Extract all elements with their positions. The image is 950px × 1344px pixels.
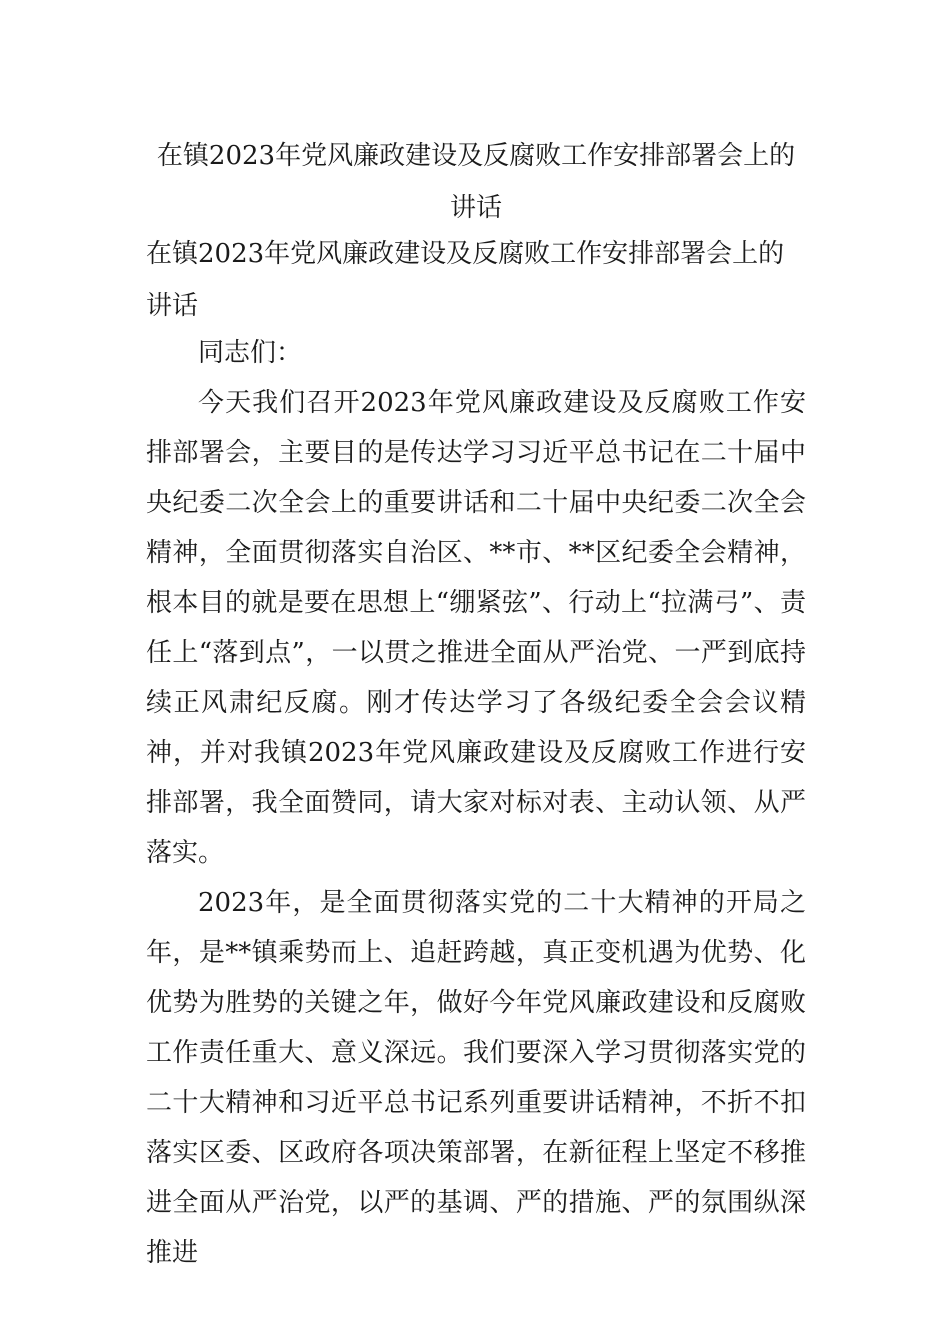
paragraph-1: 今天我们召开2023年党风廉政建设及反腐败工作安排部署会，主要目的是传达学习习近平总书记在二十届中央纪委二次全会上的重要讲话和二十届中央纪委二次全会精神，全面贯彻落实自治区、**市、**区纪委全会精神，根本目的就是要在思想上“绷紧弦”、行动上“拉满弓”、责任上“落到点”，一以贯之推进全面从严治党、一严到底持续正风肃纪反腐。刚才传达学习了各级纪委全会会议精神，并对我镇2023年党风廉政建设及反腐败工作进行安排部署，我全面赞同，请大家对标对表、主动认领、从严落实。 xyxy=(146,388,806,868)
document-body xyxy=(146,328,806,1278)
paragraph-2: 2023年，是全面贯彻落实党的二十大精神的开局之年，是**镇乘势而上、追赶跨越，真正变机遇为优势、化优势为胜势的关键之年，做好今年党风廉政建设和反腐败工作责任重大、意义深远。我们要深入学习贯彻落实党的二十大精神和习近平总书记系列重要讲话精神，不折不扣落实区委、区政府各项决策部署，在新征程上坚定不移推进全面从严治党，以严的基调、严的措施、严的氛围纵深推进 xyxy=(146,888,806,1268)
document-title: 在镇2023年党风廉政建设及反腐败工作安排部署会上的讲话 xyxy=(156,141,796,223)
document-subtitle: 在镇2023年党风廉政建设及反腐败工作安排部署会上的讲话 xyxy=(146,239,785,321)
greeting: 同志们： xyxy=(198,338,303,368)
